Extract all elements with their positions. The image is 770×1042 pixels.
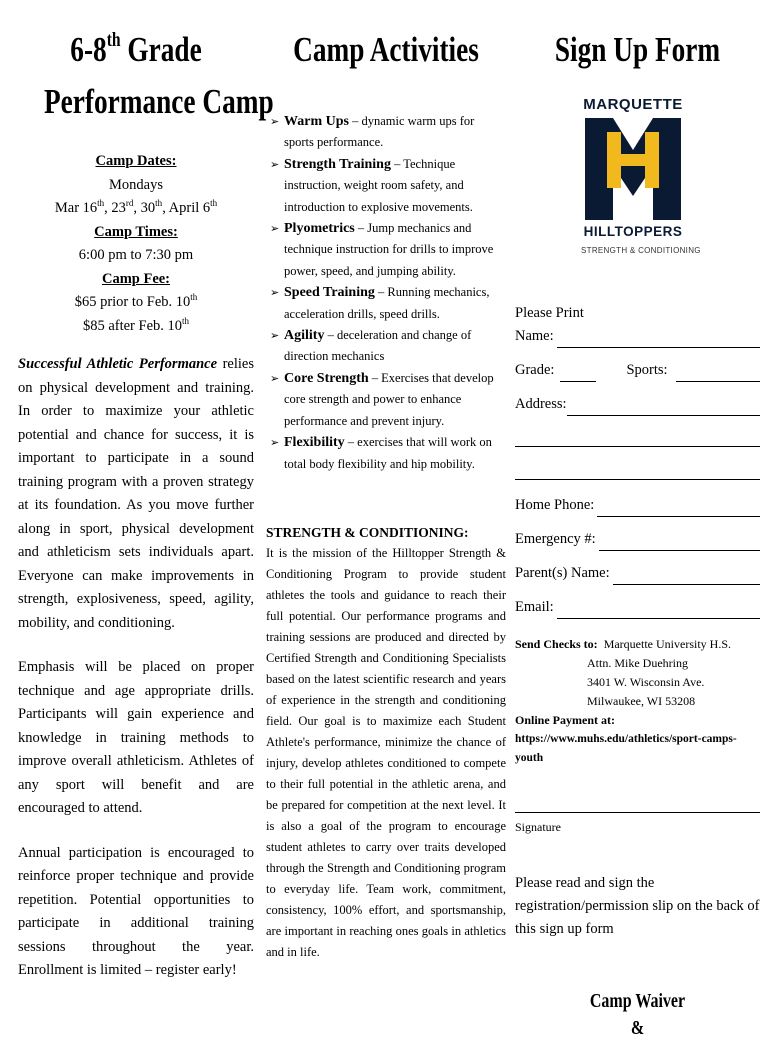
arrow-bullet-icon: ➢ (270, 329, 280, 343)
camp-fee-late: $85 after Feb. 10th (82, 315, 190, 334)
logo-top-word: MARQUETTE (583, 96, 683, 113)
camp-fee-header: Camp Fee: (101, 270, 171, 287)
arrow-bullet-icon: ➢ (270, 286, 280, 300)
logo-tagline: STRENGTH & CONDITIONING (581, 246, 701, 255)
strength-conditioning-body: It is the mission of the Hilltopper Strength & Conditioning Program to provide student athletes the tools and guidance to reach their full potential. Our performance programs and training sessions are produced and directed by Certified Strength and Conditioning Specialists based on the latest scientific research and years of experience in the strength and conditioning field. Our goal is to maximize each Student Athlete's performance, minimize the chance of injury, develop athletes conditioned to compete to their full potential in the athletic arena, and be prepared for competition at the next level. It is also a goal of the program to encourage student athletes to carry over traits developed through the Strength and Conditioning program to everyday life. Team work, commitment, consistency, 100% effort, and sportsmanship, are important in reaching ones goals in athletics and in life. (266, 545, 506, 959)
list-item: ➢ Plyometrics – Jump mechanics and technique instruction for drills to improve power, speed, and jumping ability. (266, 218, 506, 282)
list-item: ➢ Strength Training – Technique instruction, weight room safety, and introduction to explosive movements. (266, 154, 506, 218)
check-address-2: Attn. Mike Duehring (587, 656, 688, 670)
list-item: ➢ Speed Training – Running mechanics, acceleration drills, speed drills. (266, 282, 506, 325)
emergency-field[interactable] (599, 534, 760, 551)
emergency-label: Emergency #: (515, 531, 596, 547)
emergency-row (515, 528, 760, 551)
home-phone-row (515, 494, 760, 517)
address-field-line2[interactable] (515, 430, 760, 447)
please-sign-note: Please read and sign the registration/permission slip on the back of this sign up form (515, 875, 760, 937)
arrow-bullet-icon: ➢ (270, 371, 280, 385)
camp-info-column (18, 0, 274, 983)
arrow-bullet-icon: ➢ (270, 436, 280, 450)
parents-field[interactable] (613, 568, 760, 585)
logo-bottom-word: HILLTOPPERS (583, 224, 683, 239)
sports-label: Sports: (626, 362, 668, 378)
signature-field[interactable] (515, 796, 760, 813)
address-row (515, 393, 760, 416)
arrow-bullet-icon: ➢ (270, 222, 280, 236)
name-field[interactable] (557, 331, 760, 348)
activity-list (266, 111, 506, 475)
check-address-4: Milwaukee, WI 53208 (587, 694, 696, 708)
camp-times: 6:00 pm to 7:30 pm (78, 247, 194, 263)
email-row (515, 596, 760, 619)
signature-label: Signature (515, 820, 561, 834)
camp-times-header: Camp Times: (94, 223, 178, 240)
list-item: ➢ Warm Ups – dynamic warm ups for sports performance. (266, 111, 506, 154)
waiver-heading (515, 988, 760, 1042)
arrow-bullet-icon: ➢ (270, 115, 280, 128)
emphasis-paragraph: Emphasis will be placed on proper technique and age appropriate drills. Participants will gain experience and knowledge in training methods to improve overall athleticism. Athletes of any sport will benefit and are encouraged to attend. (18, 659, 254, 816)
waiver-line2: & (630, 1017, 645, 1039)
grade-sports-row (515, 359, 760, 382)
signup-column (515, 0, 760, 1042)
signup-form (515, 302, 760, 619)
send-checks-block (515, 635, 760, 711)
address-label: Address: (515, 396, 567, 412)
camp-date-list: Mar 16th, 23rd, 30th, April 6th (54, 198, 218, 216)
activities-column (266, 0, 506, 963)
address-field-line3[interactable] (515, 463, 760, 480)
intro-paragraph: Successful Athletic Performance relies on physical development and training. In order to maximize your athletic potential and chance for success, it is important to participate in a sound training program with a proven strategy at its foundation. As you move further along in sport, physical development and athleticism sets individuals apart. Everyone can make improvements in strength, explosiveness, speed, agility, mobility, and conditioning. (18, 356, 254, 631)
participation-paragraph: Annual participation is encouraged to reinforce proper technique and provide repetition. Potential opportunities to participate in additional training sessions throughout the year. Enrollment is limited – register early! (18, 844, 254, 978)
home-phone-field[interactable] (597, 500, 760, 517)
list-item: ➢ Agility – deceleration and change of direction mechanics (266, 325, 506, 368)
address-row-3 (515, 463, 760, 480)
address-row-2 (515, 430, 760, 447)
signup-title: Sign Up Form (554, 30, 721, 69)
online-payment-block (515, 711, 760, 768)
send-checks-label: Send Checks to: (515, 637, 598, 651)
grade-label: Grade: (515, 362, 555, 378)
m-h-logo-icon (583, 116, 683, 222)
grade-field[interactable] (560, 365, 596, 382)
signature-row (515, 796, 760, 813)
please-print-label: Please Print (515, 305, 584, 321)
camp-title-line2: Performance Camp (43, 82, 274, 121)
name-row (515, 325, 760, 348)
online-payment-link[interactable]: https://www.muhs.edu/athletics/sport-camps-youth (515, 733, 737, 764)
email-label: Email: (515, 599, 554, 615)
camp-dates-header: Camp Dates: (95, 153, 177, 169)
camp-details (18, 150, 254, 338)
name-label: Name: (515, 328, 554, 344)
camp-title (43, 24, 274, 128)
camp-title-line1: 6-8th Grade (70, 29, 202, 69)
online-payment-label: Online Payment at: (515, 713, 615, 727)
parents-row (515, 562, 760, 585)
sports-field[interactable] (676, 365, 760, 382)
home-phone-label: Home Phone: (515, 497, 595, 513)
activities-title: Camp Activities (293, 30, 479, 69)
arrow-bullet-icon: ➢ (270, 157, 280, 171)
list-item: ➢ Core Strength – Exercises that develop core strength and power to enhance performance and prevent injury. (266, 368, 506, 432)
address-field[interactable] (567, 399, 760, 416)
check-address-1: Marquette University H.S. (603, 637, 731, 651)
parents-label: Parent(s) Name: (515, 565, 610, 581)
list-item: ➢ Flexibility – exercises that will work on total body flexibility and hip mobility. (266, 432, 506, 475)
check-address-3: 3401 W. Wisconsin Ave. (587, 675, 705, 689)
email-field[interactable] (557, 602, 760, 619)
camp-fee-early: $65 prior to Feb. 10th (74, 292, 198, 310)
camp-days: Mondays (109, 176, 163, 193)
waiver-line1: Camp Waiver (589, 990, 686, 1012)
marquette-logo (581, 96, 701, 284)
strength-conditioning-heading: STRENGTH & CONDITIONING: (266, 524, 469, 540)
